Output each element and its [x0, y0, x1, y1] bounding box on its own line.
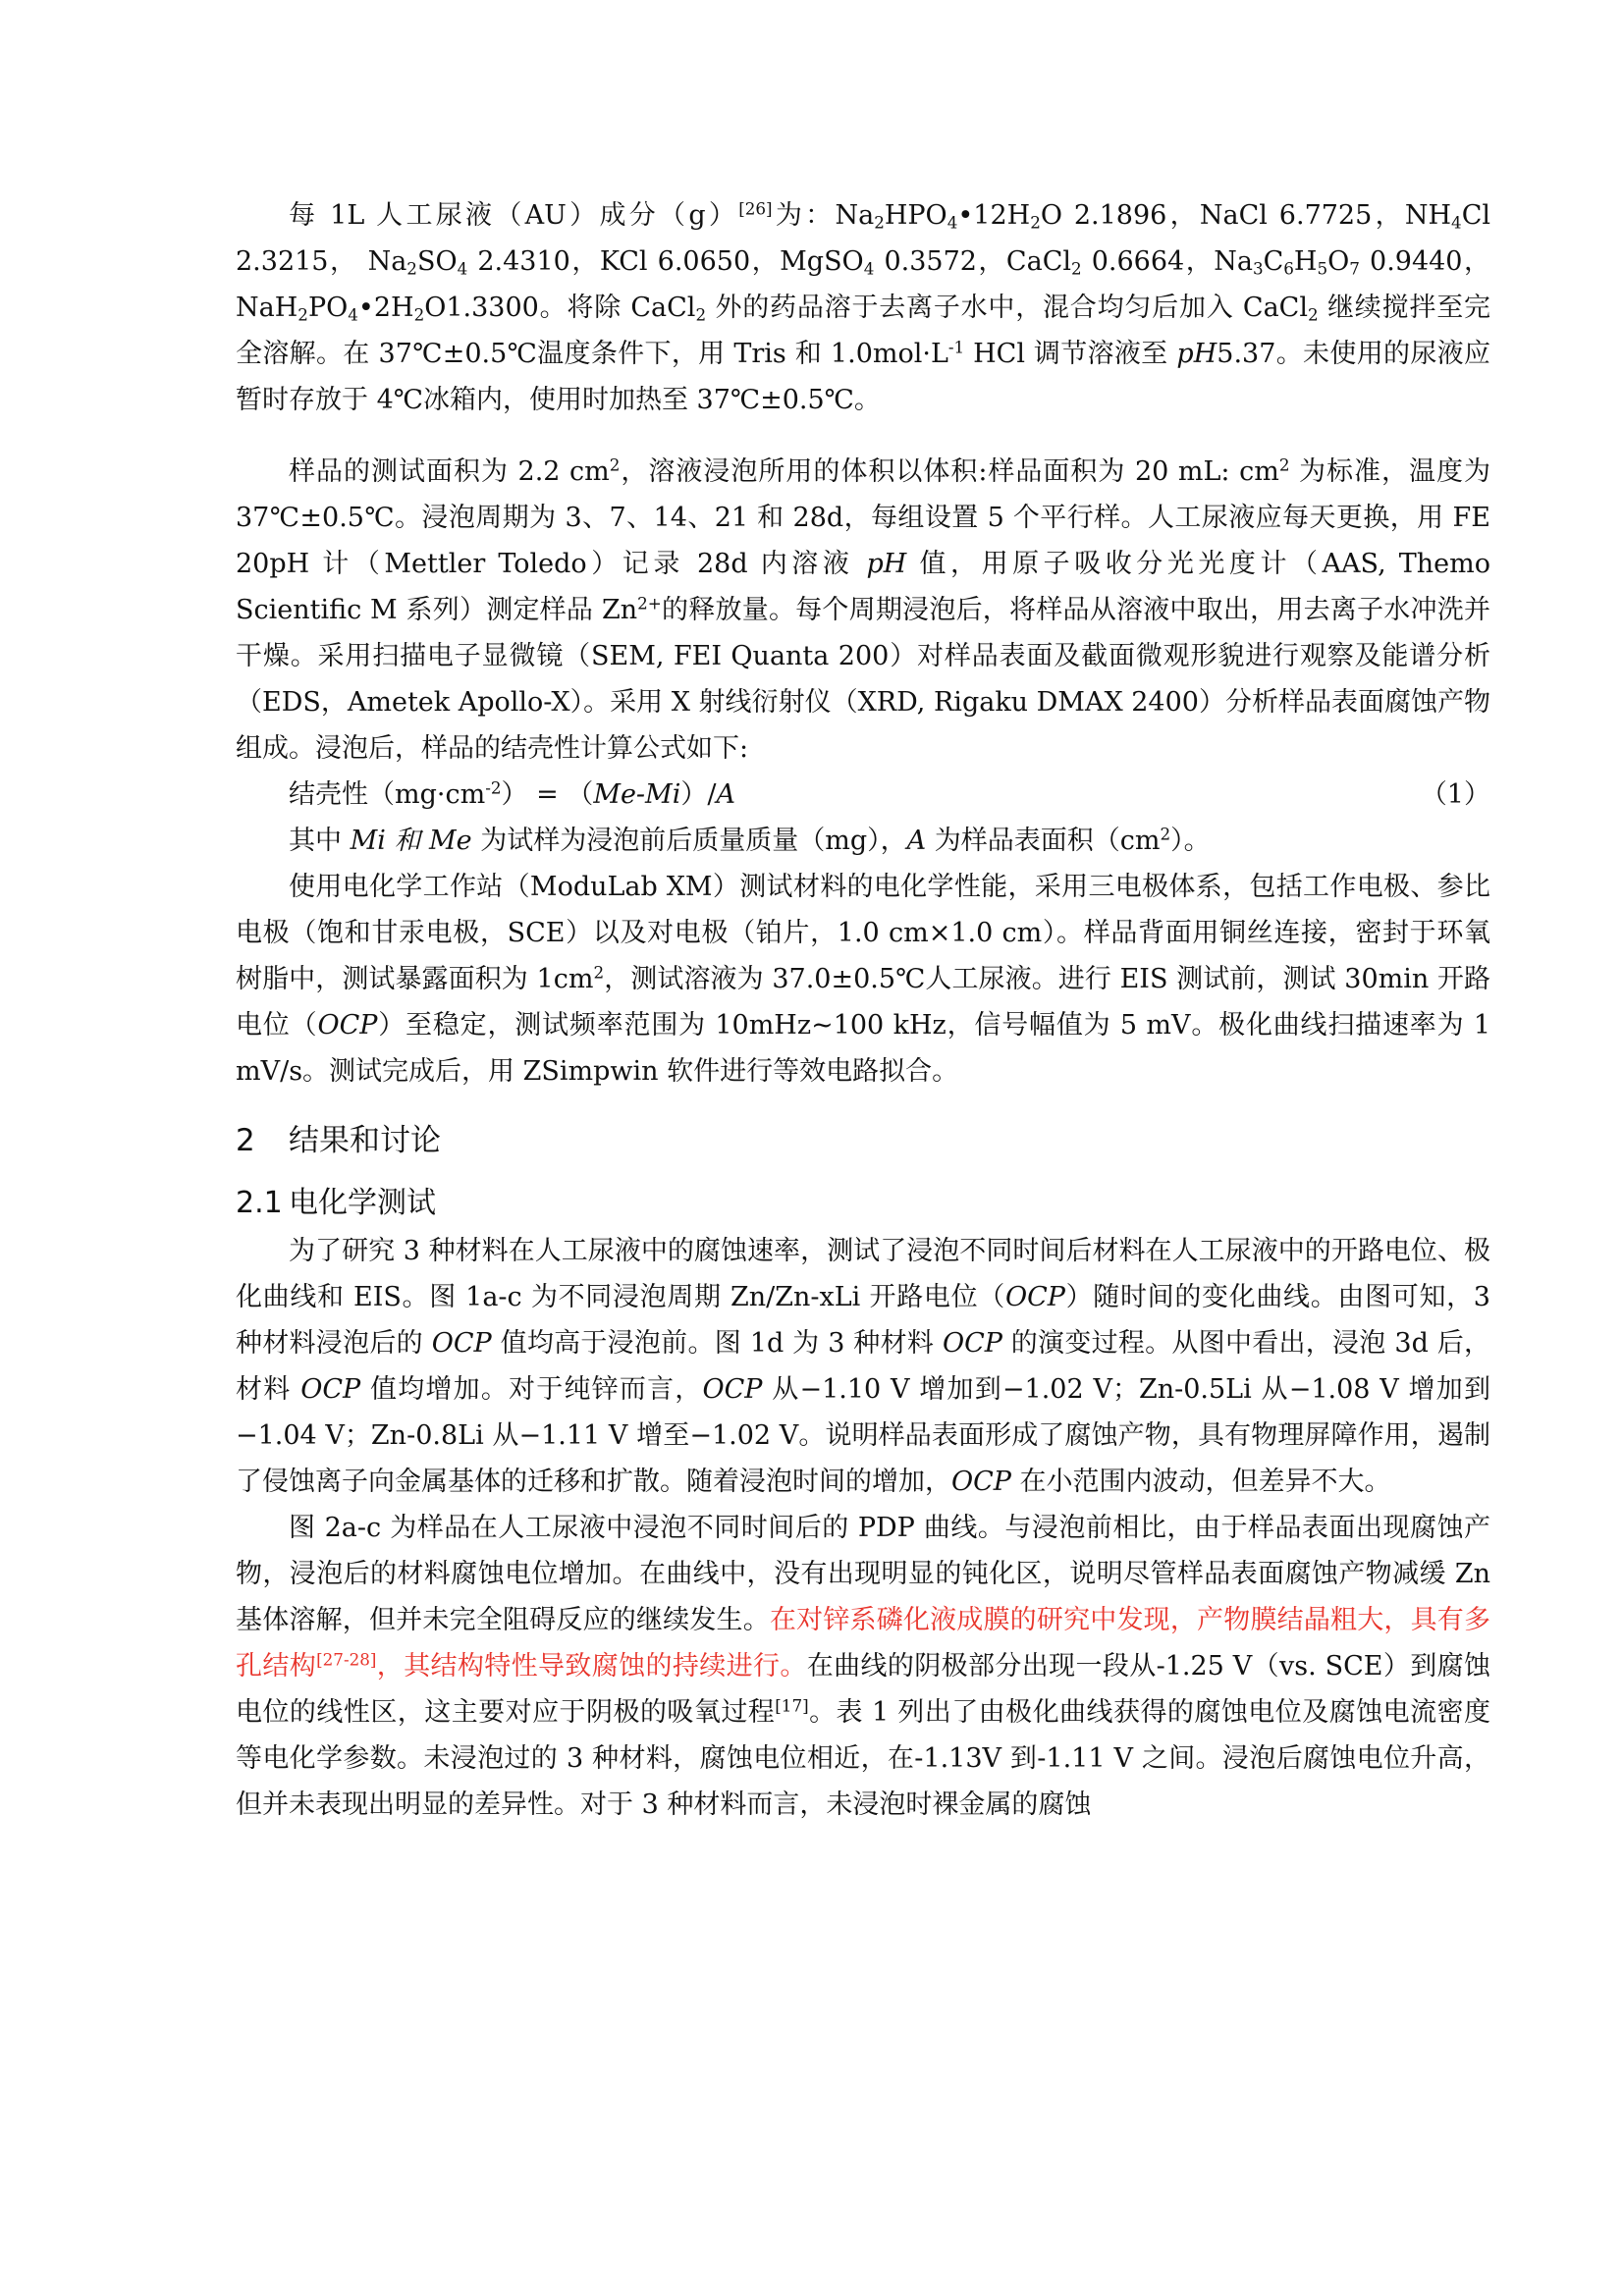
text: 值，用原子吸收分光光度计（AAS, Themo Scientific M 系列）测定样品 Zn [236, 549, 1491, 625]
text: 为标准，温度为 37℃±0.5℃。浸泡周期为 3、7、14、21 和 28d，每组设置 5 个平行样。人工尿液应每天更换，用 FE 20pH 计（Mettler Toledo）记录 28d 内溶液 [236, 456, 1490, 579]
subscript: 7 [1349, 258, 1360, 279]
subscript: 4 [457, 258, 468, 279]
text: 使用电化学工作站（ModuLab XM）测试材料的电化学性能，采用三电极体系，包括工作电极、参比电极（饱和甘汞电极，SCE）以及对电极（铂片，1.0 cm×1.0 cm）。样品背面用铜丝连接，密封于环氧树脂中，测试暴露面积为 1cm [236, 872, 1490, 994]
subscript: 6 [1283, 258, 1294, 279]
page-body [236, 192, 1490, 1828]
italic-term: Mi 和 Me [350, 826, 472, 856]
subscript: 2 [1030, 212, 1041, 233]
text: ）。 [1170, 826, 1211, 856]
text: 值均增加。对于纯锌而言， [360, 1374, 703, 1405]
text: ）随时间的变化曲线。由图可知，3 种材料浸泡后的 [236, 1282, 1490, 1359]
text: 结壳性（mg·cm [289, 779, 486, 810]
highlighted-text: 在对锌系磷化液成膜的研究中发现，产物膜结晶粗大，具有多孔结构 [236, 1605, 1491, 1682]
text: ）至稳定，测试频率范围为 10mHz~100 kHz，信号幅值为 5 mV。极化曲线扫描速率为 1 mV/s。测试完成后，用 ZSimpwin 软件进行等效电路拟合。 [236, 1010, 1491, 1087]
paragraph-electrochemical-setup [236, 864, 1490, 1095]
text: 从−1.10 V 增加到−1.02 V；Zn-0.5Li 从−1.08 V 增加到−1.04 V；Zn-0.8Li 从−1.11 V 增至−1.02 V。说明样品表面形成了腐蚀产物，具有物理屏障作用，遏制了侵蚀离子向金属基体的迁移和扩散。随着浸泡时间的增加， [236, 1374, 1490, 1497]
text: 的演变过程。从图中看出，浸泡 3d 后，材料 [236, 1328, 1490, 1405]
text: 的释放量。每个周期浸泡后，将样品从溶液中取出，用去离子水冲洗并干燥。采用扫描电子显微镜（SEM, FEI Quanta 200）对样品表面及截面微观形貌进行观察及能谱分析（EDS，Ametek Apollo-X）。采用 X 射线衍射仪（XRD, Rigaku DMAX 2400）分析样品表面腐蚀产物组成。浸泡后，样品的结壳性计算公式如下: [236, 595, 1490, 764]
text: 在曲线的阴极部分出现一段从-1.25 V（vs. SCE）到腐蚀电位的线性区，这主要对应于阴极的吸氧过程 [236, 1651, 1491, 1728]
italic-term: Me-Mi [593, 779, 681, 810]
text: O 2.1896，NaCl 6.7725，NH [1040, 200, 1452, 231]
text: 外的药品溶于去离子水中，混合均匀后加入 CaCl [706, 293, 1308, 323]
section-title: 结果和讨论 [289, 1123, 441, 1158]
superscript: -2 [485, 777, 502, 798]
paragraph-artificial-urine [236, 192, 1490, 423]
subscript: 4 [947, 212, 958, 233]
subscript: 4 [1451, 212, 1462, 233]
text: 继续搅拌至完全溶解。在 37℃±0.5℃温度条件下，用 Tris 和 1.0mol·L [236, 293, 1490, 369]
equation-number: （1） [1420, 779, 1490, 810]
superscript: 2 [1278, 454, 1290, 475]
text: 0.9440，NaH [236, 246, 1490, 323]
text: 其中 [289, 826, 351, 856]
superscript: -1 [947, 337, 965, 357]
italic-term: OCP [942, 1328, 1002, 1359]
citation: [17] [775, 1695, 809, 1716]
subscript: 2 [1307, 304, 1319, 325]
subsection-number: 2.1 [236, 1186, 283, 1220]
text: 0.6664，Na [1081, 246, 1253, 277]
text: 0.3572，CaCl [874, 246, 1071, 277]
italic-term: OCP [300, 1374, 361, 1405]
subscript: 3 [1252, 258, 1264, 279]
text: 样品的测试面积为 2.2 cm [289, 456, 610, 487]
subsection-title: 电化学测试 [289, 1186, 436, 1220]
italic-term: A [716, 779, 735, 810]
text: 值均高于浸泡前。图 1d 为 3 种材料 [491, 1328, 943, 1359]
equation-body [289, 772, 735, 818]
superscript: 2 [593, 962, 605, 983]
subscript: 2 [406, 258, 417, 279]
text: 2.4310，KCl 6.0650，MgSO [467, 246, 864, 277]
text: H [1293, 246, 1318, 277]
paragraph-immersion-method [236, 449, 1490, 772]
text: •12H [957, 200, 1031, 231]
superscript: 2 [1160, 824, 1171, 844]
text: O1.3300。将除 CaCl [424, 293, 696, 323]
text: ） = （ [501, 779, 594, 810]
subscript: 4 [348, 304, 358, 325]
italic-term: OCP [317, 1010, 378, 1041]
citation: [26] [738, 198, 773, 219]
section-number: 2 [236, 1123, 255, 1158]
section-heading-results [236, 1116, 1490, 1165]
subscript: 2 [413, 304, 425, 325]
subscript: 2 [298, 304, 308, 325]
text: HCl 调节溶液至 [964, 339, 1177, 369]
citation: [27-28] [316, 1649, 377, 1670]
text: 5.37。未使用的尿液应暂时存放于 4℃冰箱内，使用时加热至 37℃±0.5℃。 [236, 339, 1491, 415]
subscript: 4 [863, 258, 875, 279]
text: 为了研究 3 种材料在人工尿液中的腐蚀速率，测试了浸泡不同时间后材料在人工尿液中的开路电位、极化曲线和 EIS。图 1a-c 为不同浸泡周期 Zn/Zn-xLi 开路电位（ [236, 1236, 1490, 1312]
text: PO [307, 293, 349, 323]
text: 图 2a-c 为样品在人工尿液中浸泡不同时间后的 PDP 曲线。与浸泡前相比，由于样品表面出现腐蚀产物，浸泡后的材料腐蚀电位增加。在曲线中，没有出现明显的钝化区，说明尽管样品表面腐蚀产物减缓 Zn 基体溶解，但并未完全阻碍反应的继续发生。 [236, 1513, 1490, 1635]
text: SO [416, 246, 458, 277]
text: ，溶液浸泡所用的体积以体积:样品面积为 20 mL: cm [620, 456, 1279, 487]
subscript: 2 [874, 212, 885, 233]
italic-term: pH [1176, 339, 1217, 369]
paragraph-variables [236, 818, 1490, 864]
highlighted-text: ，其结构特性导致腐蚀的持续进行。 [376, 1651, 807, 1682]
text: HPO [884, 200, 947, 231]
text: 为：Na [772, 200, 875, 231]
text: 为样品表面积（cm [926, 826, 1161, 856]
italic-term: OCP [431, 1328, 492, 1359]
italic-term: OCP [951, 1467, 1011, 1497]
text: ，测试溶液为 37.0±0.5℃人工尿液。进行 EIS 测试前，测试 30min 开路电位（ [236, 964, 1491, 1041]
italic-term: OCP [702, 1374, 763, 1405]
paragraph-ocp-results [236, 1228, 1490, 1505]
text: •2H [357, 293, 414, 323]
text: 在小范围内波动，但差异不大。 [1010, 1467, 1391, 1497]
text: 为试样为浸泡前后质量质量（mg）， [471, 826, 907, 856]
subscript: 2 [695, 304, 707, 325]
superscript: 2+ [637, 593, 662, 614]
subscript: 5 [1317, 258, 1328, 279]
text: Cl 2.3215， Na [236, 200, 1490, 277]
text: C [1263, 246, 1284, 277]
text: O [1327, 246, 1350, 277]
italic-term: pH [866, 549, 907, 579]
italic-term: OCP [1004, 1282, 1065, 1312]
equation-1 [236, 772, 1490, 818]
text: ）/ [680, 779, 717, 810]
text: 。表 1 列出了由极化曲线获得的腐蚀电位及腐蚀电流密度等电化学参数。未浸泡过的 3 种材料，腐蚀电位相近，在-1.13V 到-1.11 V 之间。浸泡后腐蚀电位升高，但并未表现出明显的差异性。对于 3 种材料而言，未浸泡时裸金属的腐蚀 [236, 1697, 1491, 1820]
italic-term: A [906, 826, 927, 856]
text: 每 1L 人工尿液（AU）成分（g） [289, 200, 739, 231]
superscript: 2 [609, 454, 621, 475]
subscript: 2 [1070, 258, 1082, 279]
subsection-heading-electrochemical [236, 1179, 1490, 1228]
paragraph-pdp-results [236, 1505, 1490, 1828]
